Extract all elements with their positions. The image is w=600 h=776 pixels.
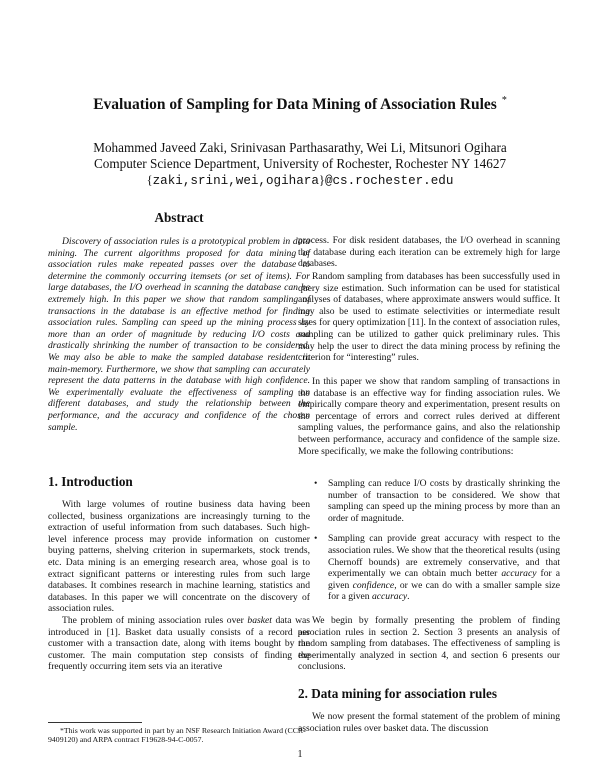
contribution-text-c: , or we can do with a smaller sample size for a given: [328, 579, 560, 603]
contribution-text: Sampling can reduce I/O costs by drastically shrinking the number of transaction to be considered. We show that sampling can speed up the mining process by more than an order of magnitude.: [328, 478, 560, 524]
contribution-accuracy-2: accuracy: [371, 591, 408, 603]
contribution-item: [298, 478, 560, 524]
section-2-heading: 2. Data mining for association rules: [298, 686, 498, 701]
email-domain: @cs.rochester.edu: [324, 174, 454, 188]
affiliation: Computer Science Department, University of Rochester, Rochester NY 14627: [93, 156, 507, 171]
intro-p2-basket: basket: [247, 615, 272, 626]
intro-paragraph-3: process. For disk resident databases, the I/O overhead in scanning the database during each iteration can be extremely high for large databases.: [298, 235, 560, 270]
contribution-item: [298, 533, 560, 603]
author-list: Mohammed Javeed Zaki, Srinivasan Parthasarathy, Wei Li, Mitsunori Ogihara: [93, 140, 507, 155]
abstract-text: Discovery of association rules is a prototypical problem in data mining. The current algorithms proposed for data mining of association rules make repeated passes over the database to determine the commonly occurring itemsets (or set of items). For large databases, the I/O overhead in scanning the database can be extremely high. In this paper we show that random sampling of transactions in the database is an effective method for finding association rules. Sampling can speed up the mining process by more than an order of magnitude by reducing I/O costs and drastically shrinking the number of transaction to be considered. We may also be able to make the sampled database resident in main-memory. Furthermore, we show that sampling can accurately represent the data patterns in the database with high confidence. We experimentally evaluate the effectiveness of sampling on different databases, and study the relationship between the performance, and the accuracy and confidence of the chosen sample.: [48, 236, 310, 433]
contributions-list: [298, 478, 560, 603]
section-2-paragraph-1: We now present the formal statement of the problem of mining association rules over basket data. The discussion: [298, 711, 560, 734]
abstract-heading: Abstract: [154, 210, 204, 225]
intro-paragraph-4: Random sampling from databases has been successfully used in query size estimation. Such information can be used for statistical analyses of databases, where approximate answers would suffice. It may also be used to estimate selectivities or intermediate result sizes for query optimization [11]. In the context of association rules, sampling can be utilized to gather quick preliminary rules. This may help the user to direct the data mining process by refining the criterion for “interesting” rules.: [298, 271, 560, 364]
introduction-heading: 1. Introduction: [48, 474, 133, 489]
footnote-rule: [48, 722, 142, 723]
email-left-brace: {: [146, 173, 153, 187]
email-names: zaki,srini,wei,ogihara: [152, 174, 319, 188]
contribution-confidence: confidence: [352, 579, 395, 591]
page-number: 1: [297, 749, 303, 760]
intro-paragraph-1: With large volumes of routine business data having been collected, business organizations are increasingly turning to the extraction of useful information from such databases. Such high-level inference process may provide information on customer buying patterns, shelving criterion in supermarkets, stock trends, etc. Data mining is an emerging research area, whose goal is to extract significant patterns or interesting rules from such large databases. It combines research in machine learning, statistics and databases. In this paper we will concentrate on the discovery of association rules.: [48, 499, 310, 615]
author-emails: [0, 172, 600, 189]
title-footnote-mark: *: [501, 95, 507, 106]
intro-p2-after: data was introduced in [1]. Basket data usually consists of a record per customer with a transaction date, along with items bought by the customer. The main computation step consists of finding the frequently occurring item sets via an iterative: [48, 615, 310, 673]
contribution-text-b: for a given: [328, 568, 560, 591]
paper-title: [0, 95, 600, 114]
contribution-text-d: .: [407, 591, 410, 603]
intro-p2-before: The problem of mining association rules over: [62, 615, 248, 626]
contribution-text-a: Sampling can provide great accuracy with respect to the association rules. We show that the theoretical results (using Chernoff bounds) are extremely conservative, and that experimentally we can obtain much better: [328, 533, 560, 580]
title-text: Evaluation of Sampling for Data Mining of Association Rules: [93, 96, 497, 114]
contribution-accuracy: accuracy: [501, 568, 537, 580]
intro-paragraph-5: In this paper we show that random sampling of transactions in the database is an effective way for finding association rules. We empirically compare theory and experimentation, present results on the percentage of errors and correct rules derived at different sampling values, the performance gains, and also the relationship between performance, accuracy and confidence of the sample size. More specifically, we make the following contributions:: [298, 376, 560, 457]
bullet-icon: •: [314, 533, 318, 545]
bullet-icon: •: [314, 478, 318, 489]
footnote: *This work was supported in part by an NSF Research Initiation Award (CCR-9409120) and ARPA contract F19628-94-C-0057.: [48, 726, 306, 745]
intro-paragraph-2: [48, 615, 310, 673]
email-right-brace: }: [318, 173, 325, 187]
intro-paragraph-6: We begin by formally presenting the problem of finding association rules in section 2. Section 3 presents an analysis of random sampling from databases. The effectiveness of sampling is experimentally analyzed in section 4, and section 6 presents our conclusions.: [298, 615, 560, 673]
